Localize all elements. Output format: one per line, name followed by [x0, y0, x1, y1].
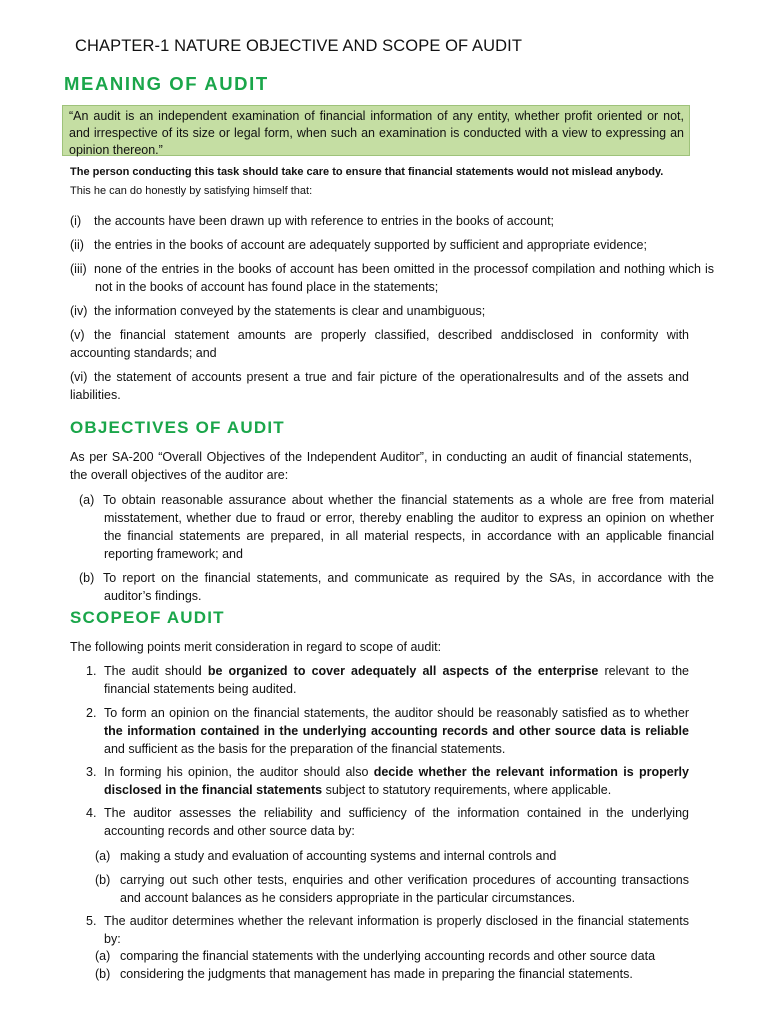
scope-5b-label: (b)	[95, 967, 111, 981]
item-label: (v)	[70, 328, 85, 342]
meaning-item-i	[70, 212, 689, 230]
text-run: The audit should	[104, 664, 208, 678]
objectives-intro: As per SA-200 “Overall Objectives of the Independent Auditor”, in conducting an audit of financial statements, the overall objectives of the auditor are:	[70, 450, 692, 482]
emphasis-run: the information contained in the underlying accounting records and other source data is reliable	[104, 724, 689, 738]
scope-point-2	[104, 704, 689, 758]
meaning-sub-line: This he can do honestly by satisfying himself that:	[70, 185, 313, 197]
scope-4a-label: (a)	[95, 849, 111, 863]
chapter-title: CHAPTER-1 NATURE OBJECTIVE AND SCOPE OF AUDIT	[75, 37, 523, 55]
scope-point-3	[104, 763, 689, 799]
scope-intro: The following points merit consideration in regard to scope of audit:	[70, 640, 442, 654]
meaning-item-v	[70, 326, 689, 362]
scope-point-3-number: 3.	[86, 765, 97, 779]
scope-5a-text: comparing the financial statements with the underlying accounting records and other source data	[120, 949, 656, 963]
item-label: (ii)	[70, 238, 84, 252]
scope-point-5: The auditor determines whether the relevant information is properly disclosed in the financial statements by:	[104, 914, 689, 946]
text-run: In forming his opinion, the auditor should also	[104, 765, 374, 779]
item-text: To report on the financial statements, and communicate as required by the SAs, in accordance with the auditor’s findings.	[103, 571, 714, 603]
scope-5b-text: considering the judgments that management has made in preparing the financial statements.	[120, 967, 633, 981]
item-text: the entries in the books of account are adequately supported by sufficient and appropriate evidence;	[94, 238, 647, 252]
text-run: To form an opinion on the financial statements, the auditor should be reasonably satisfied as to whether	[104, 706, 689, 720]
item-label: (a)	[79, 493, 95, 507]
item-text: none of the entries in the books of account has been omitted in the processof compilation and nothing which is not in the books of account has found place in the statements;	[94, 262, 714, 294]
scope-4b-text: carrying out such other tests, enquiries and other verification procedures of accounting transactions and account balances as he considers appropriate in the particular circumstances.	[120, 873, 689, 905]
meaning-item-iii	[70, 260, 714, 296]
emphasis-run: decide whether the relevant information is properly disclosed in the financial statements	[104, 765, 689, 797]
item-label: (i)	[70, 214, 82, 228]
item-text: the accounts have been drawn up with reference to entries in the books of account;	[94, 214, 555, 228]
item-label: (iii)	[70, 262, 87, 276]
text-run: subject to statutory requirements, where applicable.	[322, 783, 612, 797]
objective-b	[79, 569, 714, 605]
meaning-item-vi	[70, 368, 689, 404]
objective-a	[79, 491, 714, 563]
item-label: (iv)	[70, 304, 88, 318]
scope-point-5-number: 5.	[86, 914, 97, 928]
item-text: the information conveyed by the statements is clear and unambiguous;	[94, 304, 486, 318]
scope-point-2-number: 2.	[86, 706, 97, 720]
scope-5a-label: (a)	[95, 949, 111, 963]
emphasis-run: be organized to cover adequately all aspects of the enterprise	[207, 664, 599, 678]
scope-point-1-number: 1.	[86, 664, 97, 678]
item-text: the statement of accounts present a true and fair picture of the operationalresults and of the assets and liabilities.	[70, 370, 689, 402]
item-label: (vi)	[70, 370, 88, 384]
text-run: and sufficient as the basis for the preparation of the financial statements.	[104, 742, 506, 756]
objectives-heading: OBJECTIVES OF AUDIT	[70, 418, 285, 437]
scope-4a-text: making a study and evaluation of accounting systems and internal controls and	[120, 849, 557, 863]
meaning-bold-line: The person conducting this task should take care to ensure that financial statements would not mislead anybody.	[70, 166, 664, 178]
item-text: To obtain reasonable assurance about whether the financial statements as a whole are free from material misstatement, whether due to fraud or error, thereby enabling the auditor to express an opinion on whether the financial statements are prepared, in all material respects, in accordance with an applicable financial reporting framework; and	[103, 493, 714, 561]
meaning-item-ii	[70, 236, 689, 254]
definition-quote: “An audit is an independent examination of financial information of any entity, whether profit oriented or not, and irrespective of its size or legal form, when such an examination is conducted with a view to expressing an opinion thereon.”	[62, 105, 690, 156]
item-text: the financial statement amounts are properly classified, described anddisclosed in conformity with accounting standards; and	[70, 328, 689, 360]
scope-heading: SCOPEOF AUDIT	[70, 608, 225, 627]
meaning-heading: MEANING OF AUDIT	[64, 73, 269, 94]
scope-point-4-number: 4.	[86, 806, 97, 820]
scope-point-1	[104, 662, 689, 698]
text-run: relevant to the financial statements being audited.	[104, 664, 689, 696]
meaning-item-iv	[70, 302, 689, 320]
item-label: (b)	[79, 571, 95, 585]
scope-point-4: The auditor assesses the reliability and sufficiency of the information contained in the underlying accounting records and other source data by:	[104, 806, 689, 838]
scope-4b-label: (b)	[95, 873, 111, 887]
